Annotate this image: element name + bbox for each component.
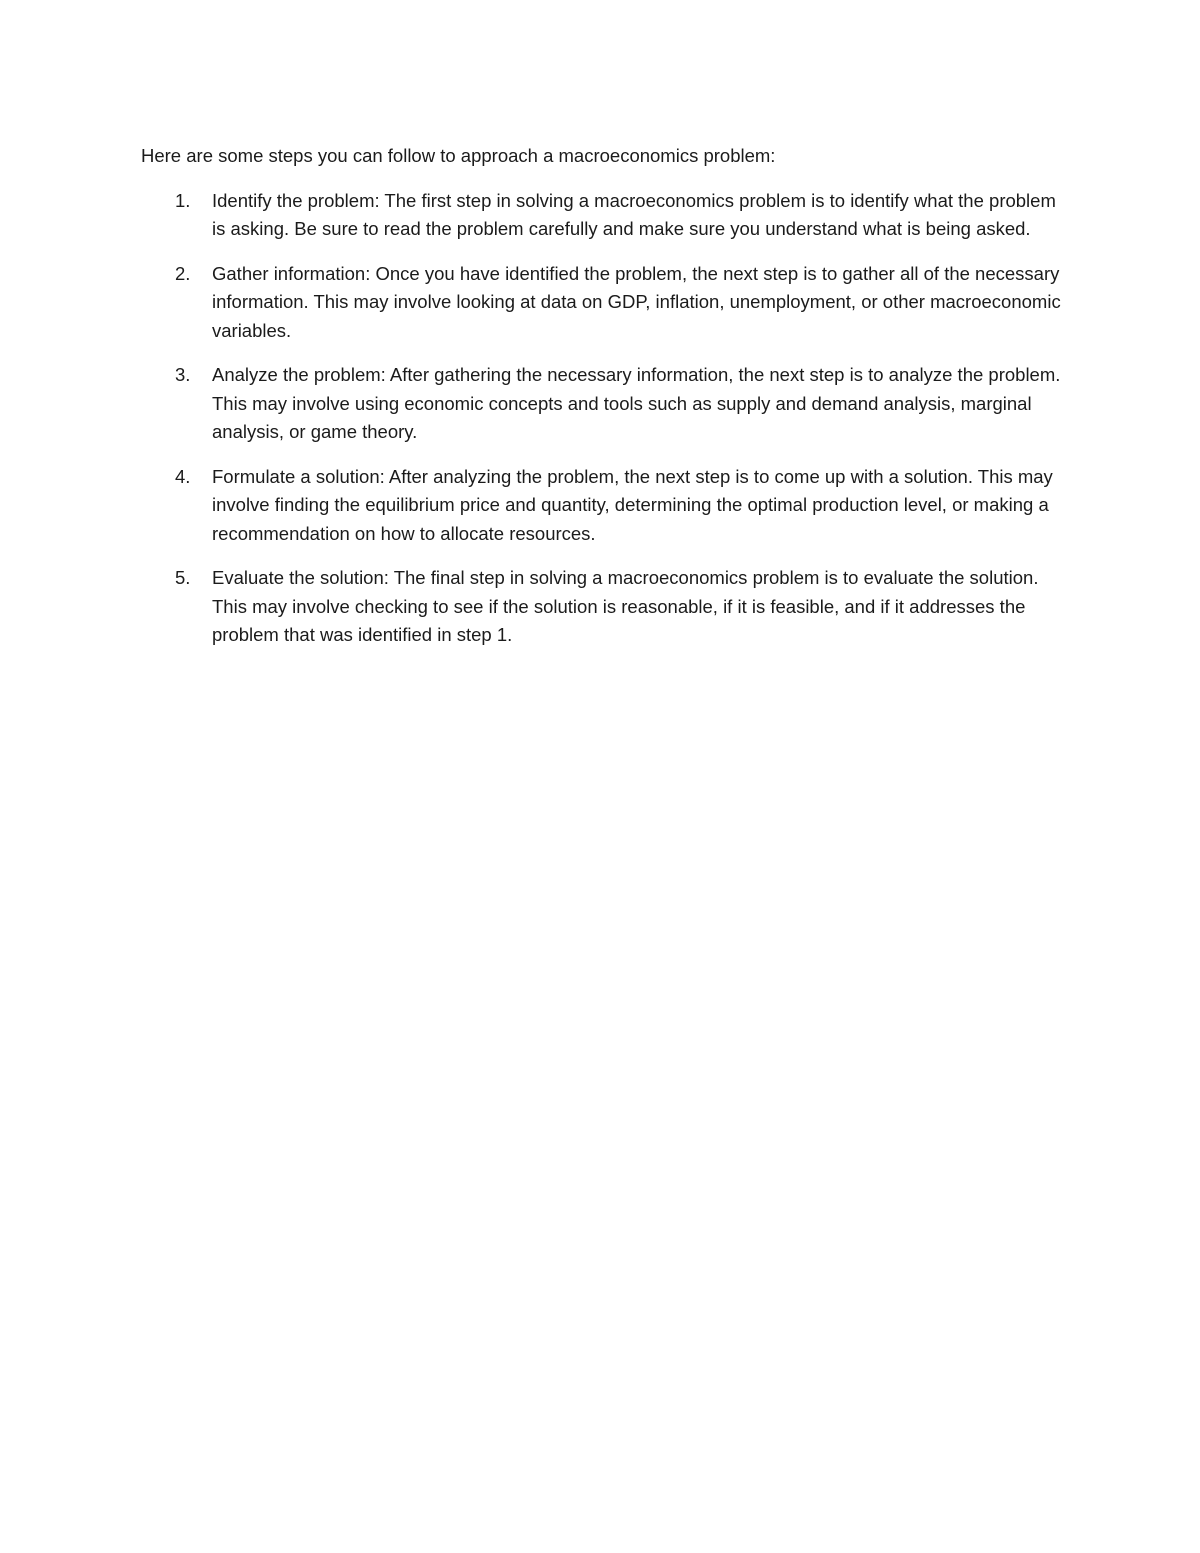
intro-paragraph: Here are some steps you can follow to approach a macroeconomics problem:: [141, 145, 776, 166]
step-number: 3.: [175, 364, 191, 385]
step-number: 4.: [175, 465, 191, 487]
step-text: Identify the problem: The first step in solving a macroeconomics problem is to identify what the problem is asking. Be sure to read the problem carefully and make sure you understand what is being asked.: [212, 189, 1056, 239]
list-item-step-2: [141, 260, 1061, 346]
steps-list: [141, 187, 1061, 650]
step-text: Analyze the problem: After gathering the necessary information, the next step is to analyze the problem. This may involve using economic concepts and tools such as supply and demand analysis, marginal analysis, or game theory.: [212, 364, 1061, 442]
list-item-step-5: [141, 564, 1061, 650]
step-number: 2.: [175, 262, 191, 284]
list-item-step-1: [141, 187, 1061, 244]
step-number: 5.: [175, 567, 191, 588]
list-item-step-3: [141, 361, 1061, 447]
step-text: Evaluate the solution: The final step in solving a macroeconomics problem is to evaluate the solution. This may involve checking to see if the solution is reasonable, if it is feasible, and if it addresses the problem that was identified in step 1.: [212, 567, 1039, 645]
step-text: Formulate a solution: After analyzing the problem, the next step is to come up with a solution. This may involve finding the equilibrium price and quantity, determining the optimal production level, or making a recommendation on how to allocate resources.: [212, 465, 1053, 544]
step-number: 1.: [175, 189, 191, 211]
list-item-step-4: [141, 463, 1061, 549]
step-text: Gather information: Once you have identified the problem, the next step is to gather all of the necessary information. This may involve looking at data on GDP, inflation, unemployment, or other macroeconomic variables.: [212, 262, 1061, 341]
document-body: [141, 142, 1061, 666]
